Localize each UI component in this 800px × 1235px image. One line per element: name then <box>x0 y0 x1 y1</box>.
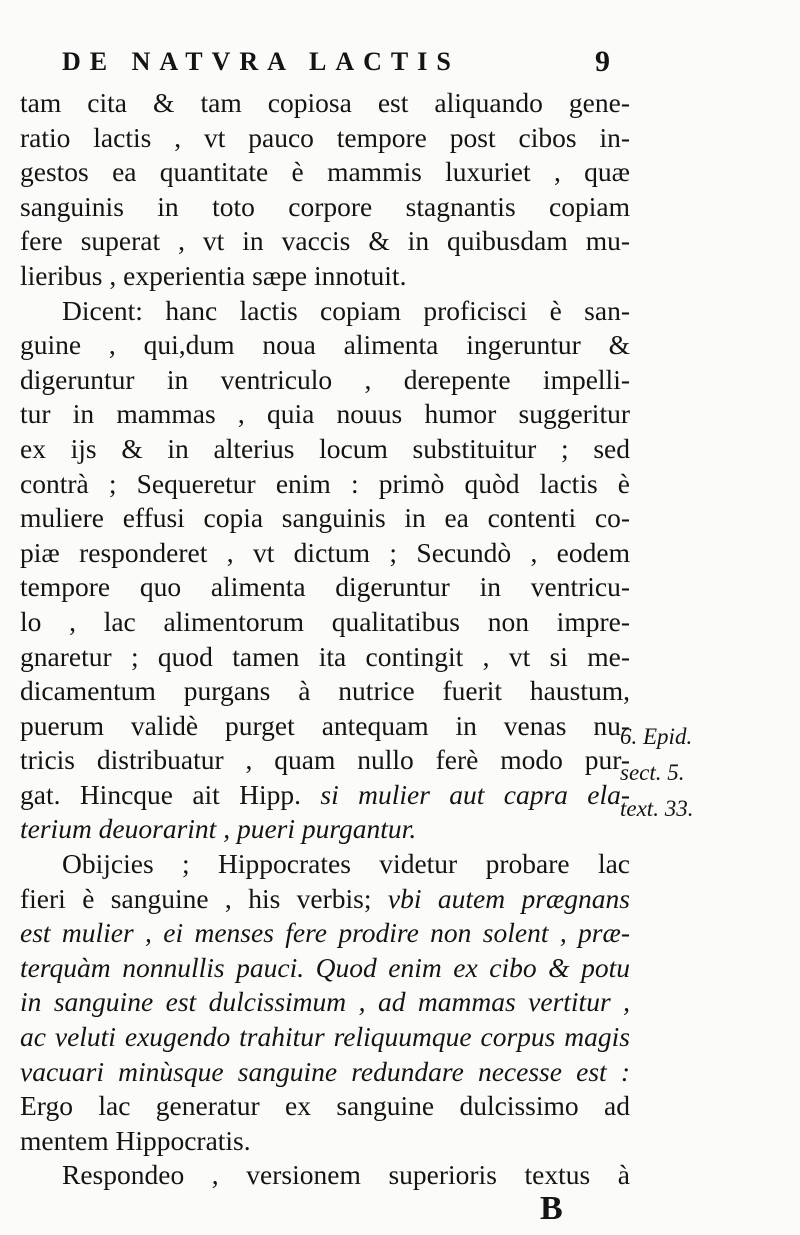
text-line <box>20 812 630 847</box>
margin-citation-line: sect. 5. <box>620 760 685 785</box>
italic-quote: est mulier , ei menses fere prodire non solent , præ- <box>20 917 630 949</box>
italic-quote: terium deuorarint , pueri purgantur. <box>20 813 417 845</box>
text-line: tricis distribuatur , quam nullo ferè modo pur- <box>20 744 630 776</box>
text-line: ex ijs & in alterius locum substituitur ; sed <box>20 432 630 464</box>
margin-citation <box>620 719 693 827</box>
text-line: gnaretur ; quod tamen ita contingit , vt si me- <box>20 640 630 672</box>
text-line: fieri è sanguine , his verbis; vbi autem prægnans <box>20 882 630 914</box>
text-line: tur in mammas , quia nouus humor suggeritur <box>20 398 630 430</box>
page-number: 9 <box>595 45 610 78</box>
running-title: DE NATVRA LACTIS <box>62 47 460 76</box>
text-line: contrà ; Sequeretur enim : primò quòd lactis è <box>20 467 630 499</box>
text-line <box>20 985 630 1020</box>
text-line: Ergo lac generatur ex sanguine dulcissimo ad <box>20 1090 630 1122</box>
text-line: muliere effusi copia sanguinis in ea contenti co- <box>20 502 630 534</box>
text-line: lieribus , experientia sæpe innotuit. <box>20 259 407 291</box>
running-head <box>62 40 610 84</box>
paragraph-first-line: Dicent: hanc lactis copiam proficisci è san- <box>62 294 630 326</box>
text-line: lo , lac alimentorum qualitatibus non impre- <box>20 605 630 637</box>
text-line <box>20 951 630 986</box>
text-line: gestos ea quantitate è mammis luxuriet , quæ <box>20 156 630 188</box>
body-text <box>20 86 630 1193</box>
text-line <box>20 1055 630 1090</box>
text-line: fere superat , vt in vaccis & in quibusdam mu- <box>20 225 630 257</box>
text-line <box>20 1020 630 1055</box>
text-line <box>20 916 630 951</box>
italic-quote: si mulier aut capra ela- <box>320 778 630 810</box>
paragraph-first-line: Respondeo , versionem superioris textus à <box>62 1159 630 1191</box>
italic-quote: in sanguine est dulcissimum , ad mammas vertitur , <box>20 986 630 1018</box>
text-line: tam cita & tam copiosa est aliquando gene- <box>20 87 630 118</box>
text-line: puerum validè purget antequam in venas nu- <box>20 709 630 741</box>
italic-quote: vacuari minùsque sanguine redundare necesse est : <box>20 1055 630 1087</box>
text-line: dicamentum purgans à nutrice fuerit haustum, <box>20 675 630 707</box>
text-line: gat. Hincque ait Hipp. si mulier aut capra ela- <box>20 778 630 810</box>
text-line: mentem Hippocratis. <box>20 1124 251 1156</box>
text-line: digeruntur in ventriculo , derepente impelli- <box>20 363 630 395</box>
margin-citation-line: 6. Epid. <box>620 724 693 749</box>
paragraph-first-line: Obijcies ; Hippocrates videtur probare lac <box>62 848 630 880</box>
text-line: sanguinis in toto corpore stagnantis copiam <box>20 190 630 222</box>
text-line: ratio lactis , vt pauco tempore post cibos in- <box>20 121 630 153</box>
signature-mark: B <box>540 1190 563 1227</box>
italic-quote: vbi autem prægnans <box>387 882 630 914</box>
italic-quote: ac veluti exugendo trahitur reliquumque corpus magis <box>20 1021 630 1053</box>
text-line: tempore quo alimenta digeruntur in ventricu- <box>20 571 630 603</box>
text-line: guine , qui,dum noua alimenta ingeruntur & <box>20 329 630 361</box>
text-line: piæ responderet , vt dictum ; Secundò , eodem <box>20 536 630 568</box>
margin-citation-line: text. 33. <box>620 796 694 821</box>
italic-quote: terquàm nonnullis pauci. Quod enim ex cibo & potu <box>20 951 630 983</box>
